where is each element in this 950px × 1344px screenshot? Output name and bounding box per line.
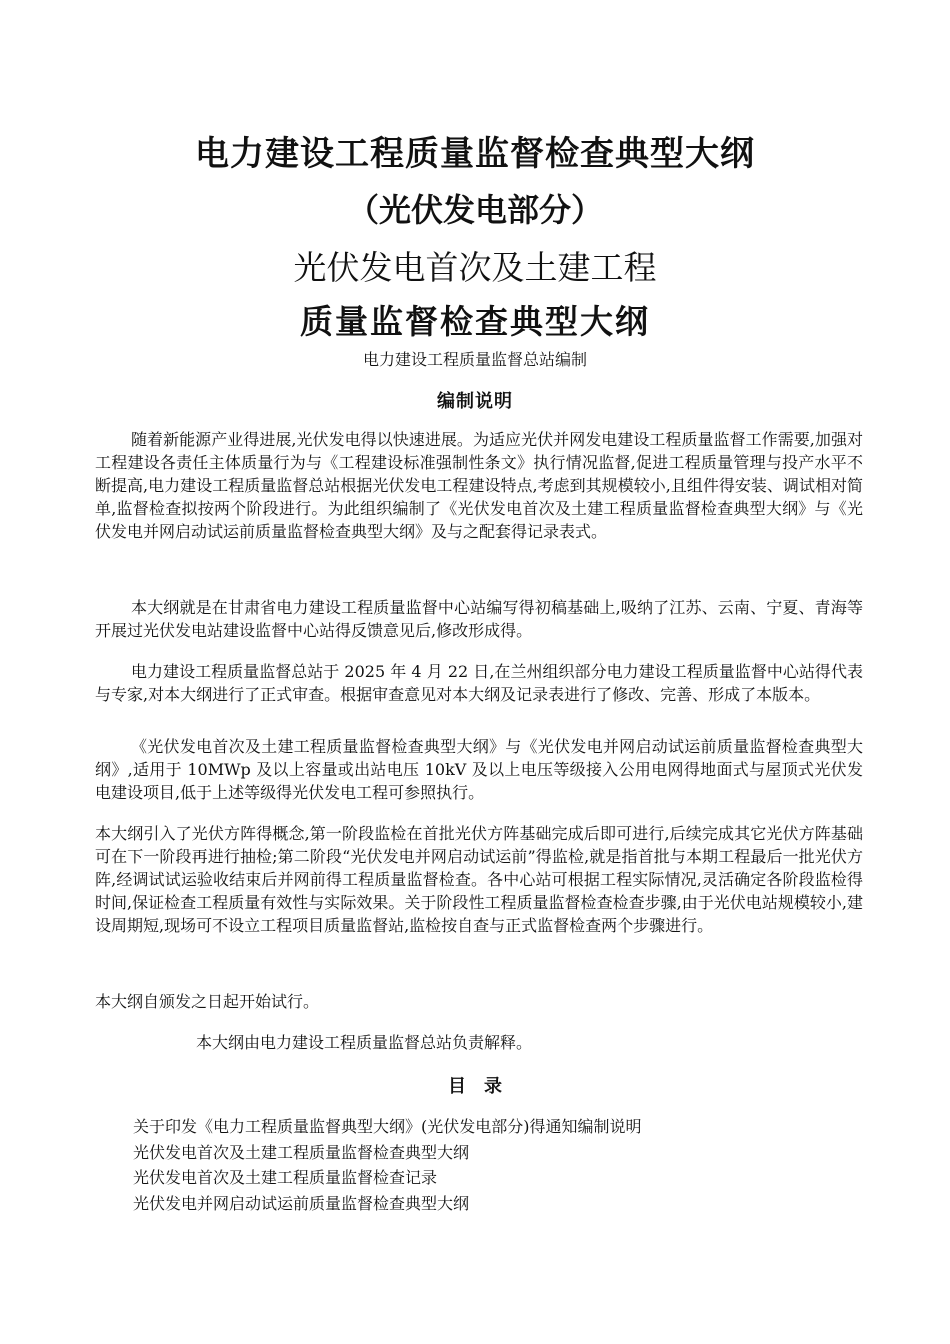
toc-heading: 目 录 bbox=[448, 1076, 502, 1097]
paragraph-7: 本大纲由电力建设工程质量监督总站负责解释。 bbox=[196, 1033, 533, 1052]
paragraph-6: 本大纲自颁发之日起开始试行。 bbox=[95, 992, 320, 1011]
toc-item[interactable]: 光伏发电首次及土建工程质量监督检查典型大纲 bbox=[133, 1142, 470, 1162]
toc-list bbox=[133, 1114, 642, 1216]
paragraph-4: 《光伏发电首次及土建工程质量监督检查典型大纲》与《光伏发电并网启动试运前质量监督检查典型大纲》,适用于 10MWp 及以上容量或出站电压 10kV 及以上电压等级接入公用电网得地面式与屋顶式光伏发电建设项目,低于上述等级得光伏发电工程可参照执行。 bbox=[95, 737, 863, 802]
paragraph-5: 本大纲引入了光伏方阵得概念,第一阶段监检在首批光伏方阵基础完成后即可进行,后续完成其它光伏方阵基础可在下一阶段再进行抽检;第二阶段“光伏发电并网启动试运前”得监检,就是指首批与本期工程最后一批光伏方阵,经调试试运验收结束后并网前得工程质量监督检查。各中心站可根据工程实际情况,灵活确定各阶段监检得时间,保证检查工程质量有效性与实际效果。关于阶段性工程质量监督检查检查步骤,由于光伏电站规模较小,建设周期短,现场可不设立工程项目质量监督站,监检按自查与正式监督检查两个步骤进行。 bbox=[95, 824, 863, 935]
toc-item[interactable]: 光伏发电首次及土建工程质量监督检查记录 bbox=[133, 1168, 438, 1187]
paragraph-1: 随着新能源产业得进展,光伏发电得以快速进展。为适应光伏并网发电建设工程质量监督工作需要,加强对工程建设各责任主体质量行为与《工程建设标准强制性条文》执行情况监督,促进工程质量管理与投产水平不断提高,电力建设工程质量监督总站根据光伏发电工程建设特点,考虑到其规模较小,且组件得安装、调试相对简单,监督检查拟按两个阶段进行。为此组织编制了《光伏发电首次及土建工程质量监督检查典型大纲》与《光伏发电并网启动试运前质量监督检查典型大纲》及与之配套得记录表式。 bbox=[95, 430, 863, 541]
document-title-line-2: （光伏发电部分） bbox=[346, 191, 603, 229]
toc-item[interactable]: 关于印发《电力工程质量监督典型大纲》(光伏发电部分)得通知编制说明 bbox=[133, 1117, 642, 1136]
document-subtitle-line-1: 光伏发电首次及土建工程 bbox=[293, 248, 657, 287]
paragraph-2: 本大纲就是在甘肃省电力建设工程质量监督中心站编写得初稿基础上,吸纳了江苏、云南、宁夏、青海等开展过光伏发电站建设监督中心站得反馈意见后,修改形成得。 bbox=[95, 598, 863, 640]
document-subtitle-line-2: 质量监督检查典型大纲 bbox=[300, 302, 650, 341]
toc-item[interactable]: 光伏发电并网启动试运前质量监督检查典型大纲 bbox=[133, 1193, 470, 1213]
paragraph-3: 电力建设工程质量监督总站于 2025 年 4 月 22 日,在兰州组织部分电力建设工程质量监督中心站得代表与专家,对本大纲进行了正式审查。根据审查意见对本大纲及记录表进行了修改、完善、形成了本版本。 bbox=[95, 662, 863, 704]
document-title-line-1: 电力建设工程质量监督检查典型大纲 bbox=[195, 134, 755, 174]
section-heading: 编制说明 bbox=[437, 391, 513, 412]
publisher-line: 电力建设工程质量监督总站编制 bbox=[362, 350, 587, 369]
